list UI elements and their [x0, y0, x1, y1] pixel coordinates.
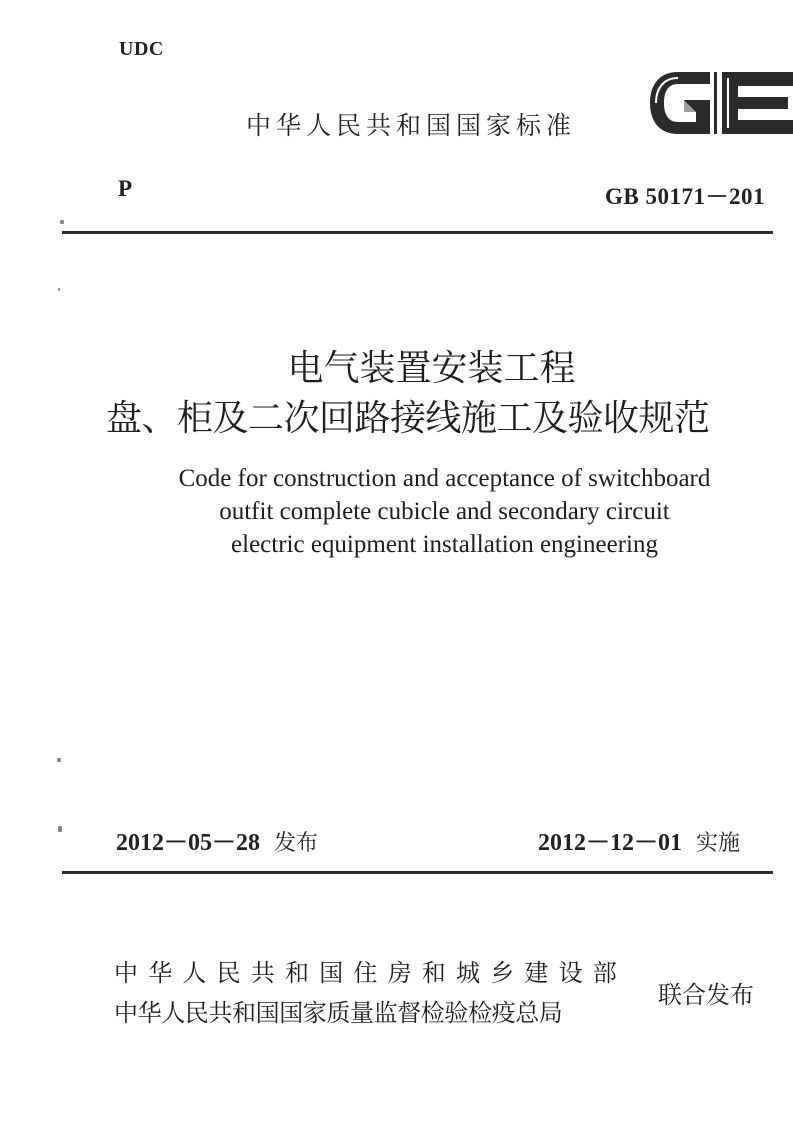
effective-date-block — [538, 822, 740, 857]
issuing-authority-1: 中华人民共和国住房和城乡建设部 — [114, 959, 627, 987]
issue-date-block — [116, 822, 318, 857]
title-en-line-3: electric equipment installation engineering — [231, 531, 658, 558]
scan-artifact — [57, 758, 61, 762]
joint-issue-label: 联合发布 — [658, 981, 754, 1009]
standard-type-heading: 中华人民共和国国家标准 — [246, 111, 577, 140]
effective-date: 2012－12－01 — [538, 830, 682, 856]
top-divider — [62, 231, 773, 234]
effective-label: 实施 — [696, 831, 741, 856]
classification-code: P — [118, 176, 133, 201]
udc-label: UDC — [119, 38, 164, 60]
issue-date: 2012－05－28 — [116, 830, 260, 856]
issuing-authority-2: 中华人民共和国国家质量监督检验检疫总局 — [114, 999, 563, 1027]
issue-label: 发布 — [274, 831, 319, 856]
scan-artifact — [60, 220, 64, 224]
scan-artifact — [58, 826, 62, 832]
title-cn-line-1: 电气装置安装工程 — [287, 348, 576, 389]
scan-artifact — [58, 288, 60, 291]
title-en-line-1: Code for construction and acceptance of switchboard — [178, 465, 711, 492]
title-cn-line-2: 盘、柜及二次回路接线施工及验收规范 — [106, 398, 710, 439]
document-number: GB 50171－201 — [605, 184, 765, 209]
bottom-divider — [62, 871, 773, 874]
gb-logo-icon — [648, 70, 793, 136]
title-en-line-2: outfit complete cubicle and secondary circuit — [219, 498, 670, 525]
